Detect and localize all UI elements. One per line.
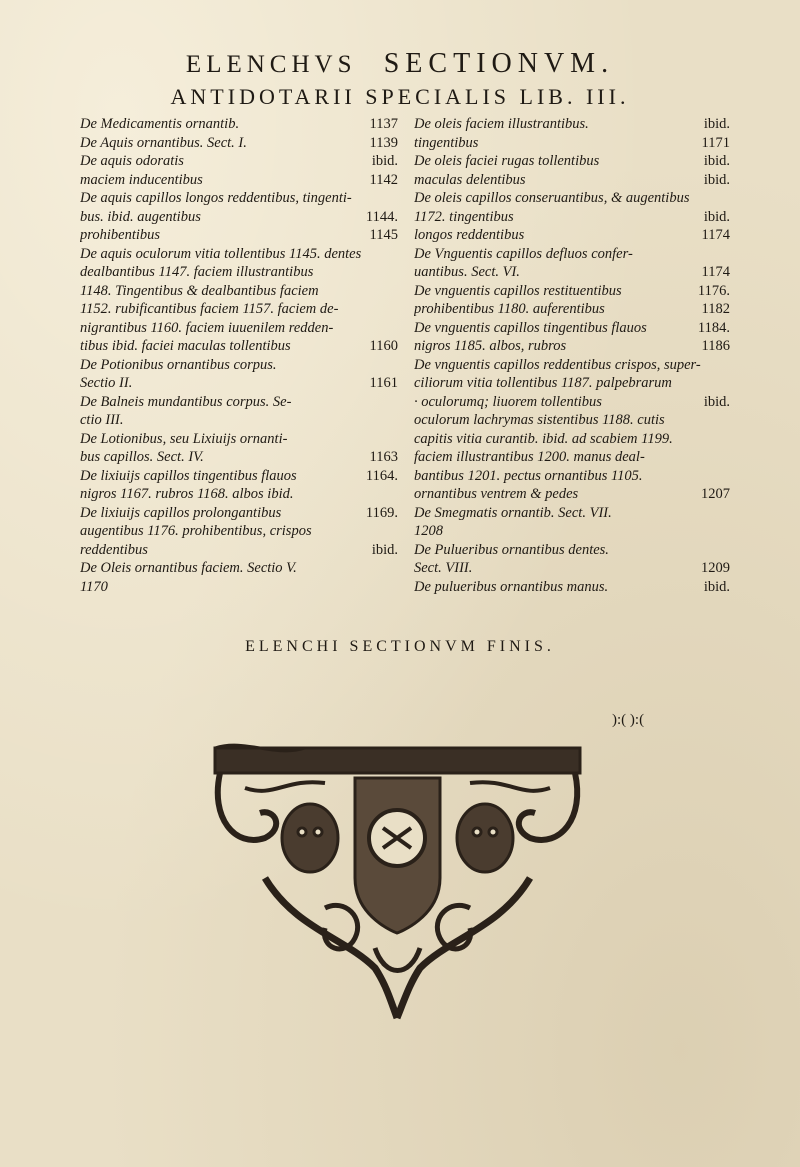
entry-text: De Lotionibus, seu Lixiuijs ornanti- xyxy=(80,430,288,447)
entry-text: prohibentibus 1180. auferentibus xyxy=(414,301,605,317)
entry-text: oculorum lachrymas sistentibus 1188. cutis xyxy=(414,412,665,428)
index-entry xyxy=(414,467,730,486)
entry-page: ibid. xyxy=(703,153,730,169)
entry-text: De Medicamentis ornantib. xyxy=(80,116,240,132)
entry-text: Sect. VIII. xyxy=(414,560,473,576)
entry-text: capitis vitia curantib. ibid. ad scabiem 1199. xyxy=(414,430,673,447)
entry-text: uantibus. Sect. VI. xyxy=(414,264,520,280)
entry-text: De lixiuijs capillos prolongantibus xyxy=(80,504,282,521)
entry-page xyxy=(724,411,730,430)
entry-text: tingentibus xyxy=(414,134,479,151)
index-entry xyxy=(80,522,398,541)
index-entry xyxy=(80,189,398,208)
index-entry xyxy=(80,245,398,264)
entry-page: 1142 xyxy=(369,171,398,188)
entry-page: 1209 xyxy=(701,560,730,576)
index-entry xyxy=(414,578,730,597)
entry-text: De aquis oculorum vitia tollentibus 1145. dentes xyxy=(80,245,362,262)
entry-text: 1170 xyxy=(80,578,108,595)
index-entry xyxy=(80,541,398,560)
index-entry xyxy=(414,411,730,430)
entry-text: augentibus 1176. prohibentibus, crispos xyxy=(80,523,312,539)
index-entry xyxy=(80,448,398,467)
entry-text: De Potionibus ornantibus corpus. xyxy=(80,356,277,373)
index-entry xyxy=(80,559,398,578)
entry-text: De aquis capillos longos reddentibus, tingenti- xyxy=(80,190,352,206)
entry-text: nigros 1185. albos, rubros xyxy=(414,338,567,354)
index-entry xyxy=(80,337,398,356)
entry-page xyxy=(392,430,398,449)
entry-page: ibid. xyxy=(703,578,730,595)
entry-text: De Pulueribus ornantibus dentes. xyxy=(414,541,609,558)
index-entry xyxy=(80,319,398,338)
entry-text: De oleis faciem illustrantibus. xyxy=(414,116,589,132)
entry-text: ornantibus ventrem & pedes xyxy=(414,486,579,502)
entry-text: De pulueribus ornantibus manus. xyxy=(414,578,609,595)
entry-page xyxy=(724,522,730,541)
entry-page: ibid. xyxy=(371,541,398,558)
index-entry xyxy=(414,504,730,523)
entry-text: bus. ibid. augentibus xyxy=(80,208,201,225)
index-entry xyxy=(80,152,398,171)
entry-page xyxy=(724,467,730,486)
index-entry xyxy=(414,226,730,245)
entry-text: ctio III. xyxy=(80,412,124,428)
entry-text: 1148. Tingentibus & dealbantibus faciem xyxy=(80,282,319,299)
index-entry xyxy=(414,541,730,560)
entry-text: De oleis faciei rugas tollentibus xyxy=(414,153,600,169)
page-title xyxy=(0,48,800,80)
index-entry xyxy=(414,393,730,412)
index-entry xyxy=(414,485,730,504)
entry-text: dealbantibus 1147. faciem illustrantibus xyxy=(80,264,314,280)
entry-page: 1164. xyxy=(365,467,398,484)
index-entry xyxy=(414,430,730,449)
index-entry xyxy=(80,300,398,319)
entry-text: De vnguentis capillos tingentibus flauos xyxy=(414,319,647,336)
entry-page xyxy=(392,189,398,208)
index-entry xyxy=(80,134,398,153)
entry-text: · oculorumq; liuorem tollentibus xyxy=(414,393,602,410)
entry-text: longos reddentibus xyxy=(414,227,525,243)
entry-text: tibus ibid. faciei maculas tollentibus xyxy=(80,338,291,354)
entry-page xyxy=(724,430,730,449)
index-entry xyxy=(80,430,398,449)
index-entry xyxy=(80,374,398,393)
entry-page xyxy=(392,282,398,301)
entry-page: 1207 xyxy=(701,486,730,502)
entry-page xyxy=(724,245,730,264)
entry-page: 1184. xyxy=(697,319,730,336)
entry-text: 1172. tingentibus xyxy=(414,208,514,225)
entry-text: ciliorum vitia tollentibus 1187. palpebrarum xyxy=(414,375,672,391)
entry-text: De Smegmatis ornantib. Sect. VII. xyxy=(414,504,612,521)
signature-mark: ):( ):( xyxy=(612,712,645,728)
index-entry xyxy=(414,189,730,208)
page-subtitle: ANTIDOTARII SPECIALIS LIB. III. xyxy=(170,84,630,109)
title-left: ELENCHVS xyxy=(185,51,357,78)
entry-page xyxy=(392,559,398,578)
entry-page: ibid. xyxy=(703,393,730,410)
index-entry xyxy=(414,115,730,134)
entry-page: 1171 xyxy=(701,134,730,151)
entry-text: De vnguentis capillos restituentibus xyxy=(414,282,622,299)
entry-text: De Vnguentis capillos defluos confer- xyxy=(414,245,633,262)
entry-text: De lixiuijs capillos tingentibus flauos xyxy=(80,467,297,484)
entry-page xyxy=(392,578,398,597)
entry-text: reddentibus xyxy=(80,541,148,558)
entry-text: De Oleis ornantibus faciem. Sectio V. xyxy=(80,560,297,576)
index-entry xyxy=(414,374,730,393)
index-entry xyxy=(80,208,398,227)
entry-text: nigros 1167. rubros 1168. albos ibid. xyxy=(80,486,294,502)
index-entry xyxy=(414,522,730,541)
entry-page xyxy=(724,374,730,393)
entry-text: 1152. rubificantibus faciem 1157. faciem de- xyxy=(80,301,339,317)
entry-page: 1160 xyxy=(369,338,398,354)
index-entry xyxy=(414,282,730,301)
index-entry xyxy=(80,578,398,597)
right-column xyxy=(414,115,730,596)
entry-page xyxy=(724,356,730,375)
entry-page: ibid. xyxy=(703,116,730,132)
entry-page: ibid. xyxy=(703,171,730,188)
index-entry xyxy=(80,485,398,504)
entry-page: 1161 xyxy=(369,375,398,391)
entry-page: 1174 xyxy=(701,227,730,243)
entry-page xyxy=(724,448,730,467)
entry-page: 1174 xyxy=(701,264,730,280)
left-column xyxy=(80,115,398,596)
entry-page: ibid. xyxy=(703,208,730,225)
entry-page: 1145 xyxy=(369,227,398,243)
index-entry xyxy=(80,115,398,134)
index-entry xyxy=(414,448,730,467)
entry-page xyxy=(392,356,398,375)
index-entry xyxy=(414,134,730,153)
entry-text: 1208 xyxy=(414,523,443,539)
index-entry xyxy=(414,245,730,264)
entry-text: bus capillos. Sect. IV. xyxy=(80,449,204,465)
entry-page xyxy=(392,263,398,282)
entry-page: 1163 xyxy=(369,449,398,465)
entry-text: De vnguentis capillos reddentibus crispos, super- xyxy=(414,356,701,373)
entry-text: De Aquis ornantibus. Sect. I. xyxy=(80,134,247,151)
index-entry xyxy=(414,319,730,338)
index-entry xyxy=(80,171,398,190)
entry-page xyxy=(724,541,730,560)
entry-text: De aquis odoratis xyxy=(80,153,184,169)
entry-text: Sectio II. xyxy=(80,375,133,391)
index-entry xyxy=(80,356,398,375)
index-entry xyxy=(414,208,730,227)
finis-line: ELENCHI SECTIONVM FINIS. xyxy=(245,638,555,655)
index-entry xyxy=(414,152,730,171)
entry-page: ibid. xyxy=(371,153,398,169)
entry-page xyxy=(724,189,730,208)
index-entry xyxy=(414,559,730,578)
entry-page xyxy=(392,411,398,430)
index-entry xyxy=(80,226,398,245)
index-entry xyxy=(80,282,398,301)
entry-page xyxy=(392,319,398,338)
entry-page xyxy=(392,245,398,264)
entry-page xyxy=(392,522,398,541)
index-entry xyxy=(414,356,730,375)
woodcut-headpiece-icon xyxy=(205,728,590,1028)
entry-page: 1137 xyxy=(369,116,398,132)
title-right: SECTIONVM. xyxy=(383,48,615,79)
entry-page xyxy=(724,504,730,523)
entry-text: prohibentibus xyxy=(80,227,161,243)
entry-text: nigrantibus 1160. faciem iuuenilem redden- xyxy=(80,319,334,336)
entry-page xyxy=(392,393,398,412)
entry-text: De Balneis mundantibus corpus. Se- xyxy=(80,393,292,410)
index-entry xyxy=(414,171,730,190)
index-entry xyxy=(80,504,398,523)
entry-page: 1139 xyxy=(369,134,398,151)
index-entry xyxy=(414,263,730,282)
entry-text: faciem illustrantibus 1200. manus deal- xyxy=(414,449,645,465)
index-entry xyxy=(80,393,398,412)
entry-page: 1176. xyxy=(697,282,730,299)
index-entry xyxy=(80,263,398,282)
entry-page xyxy=(392,485,398,504)
entry-page: 1169. xyxy=(365,504,398,521)
entry-page: 1182 xyxy=(701,301,730,317)
entry-text: De oleis capillos conseruantibus, & augentibus xyxy=(414,190,690,206)
index-entry xyxy=(414,300,730,319)
entry-page: 1144. xyxy=(365,208,398,225)
entry-page: 1186 xyxy=(701,338,730,354)
entry-text: bantibus 1201. pectus ornantibus 1105. xyxy=(414,467,643,484)
entry-page xyxy=(392,300,398,319)
index-entry xyxy=(80,467,398,486)
index-entry xyxy=(414,337,730,356)
entry-text: maculas delentibus xyxy=(414,171,526,188)
entry-text: maciem inducentibus xyxy=(80,171,203,188)
index-entry xyxy=(80,411,398,430)
